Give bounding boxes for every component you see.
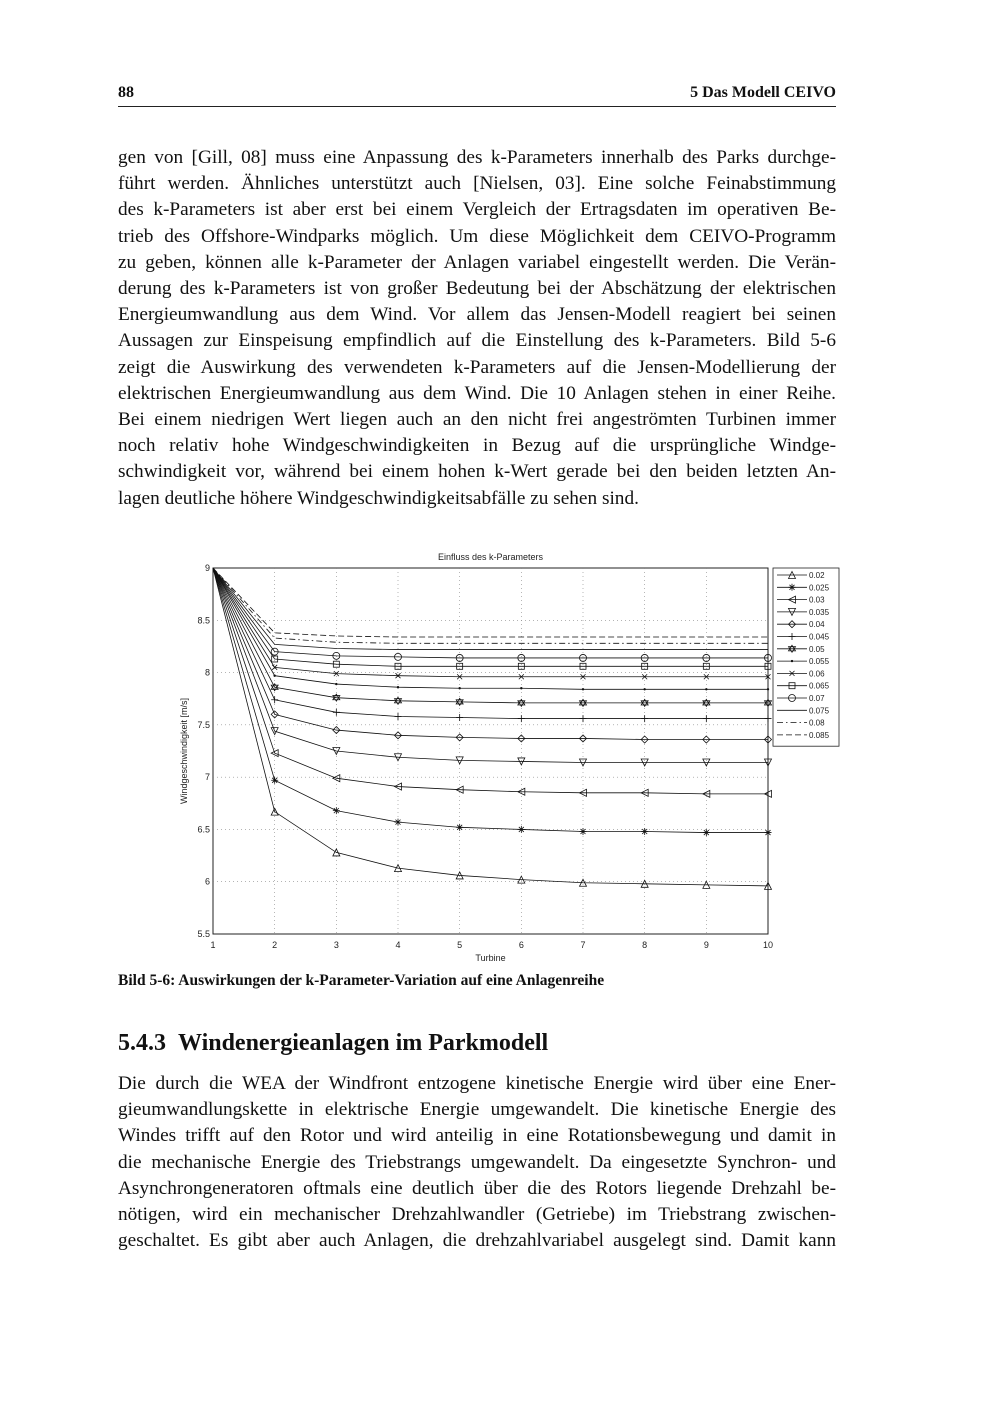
y-tick-label: 6 [204,876,210,887]
marker-point [705,688,707,690]
y-tick-label: 7 [204,772,210,783]
legend-label: 0.07 [809,694,825,703]
text-line: die mechanische Energie des Triebstrangs umgewandelt. Da eingesetzte Synchron- und [118,1151,836,1173]
marker-point [273,675,275,677]
y-axis-label: Windgeschwindigkeit [m/s] [179,697,189,805]
text-line: schwindigkeit vor, während bei einem hohen k-Wert gerade bei den beiden letzten An- [118,461,836,483]
line-chart [175,545,845,965]
legend-box [773,568,839,746]
x-tick-label: 7 [580,940,586,950]
y-tick-label: 8.5 [197,615,210,626]
x-tick-label: 4 [395,940,401,950]
x-tick-label: 2 [272,940,278,950]
text-line: noch relativ hohe Windgeschwindigkeiten in Bezug auf die ursprüngliche Windge- [118,435,836,457]
legend-label: 0.03 [809,595,825,605]
text-line: derung des k-Parameters ist von großer Bedeutung bei der Abschätzung der elektrischen [118,278,836,300]
text-line: trieb des Offshore-Windparks möglich. Um diese Möglichkeit dem CEIVO-Programm [118,225,836,247]
legend-label: 0.05 [809,644,825,654]
legend-label: 0.075 [809,706,830,716]
legend-label: 0.08 [809,718,825,728]
text-line: zeigt die Auswirkung des verwendeten k-Parameters auf die Jensen-Modellierung der [118,356,836,378]
body-paragraph-1 [118,145,836,512]
x-tick-label: 8 [642,940,648,950]
text-line: Aussagen zur Einspeisung empfindlich auf die Einstellung des k-Parameters. Bild 5-6 [118,330,836,352]
marker-star [395,819,402,826]
marker-star [641,828,648,835]
figure-caption: Bild 5-6: Auswirkungen der k-Parameter-Variation auf eine Anlagenreihe [118,972,605,989]
marker-point [458,687,460,689]
y-tick-label: 9 [204,563,210,573]
text-line: Bei einem niedrigen Wert liegen auch an den nicht frei angeströmten Turbinen immer [118,409,836,431]
marker-point [767,688,769,690]
text-line: elektrischen Energieumwandlung aus dem Wind. Die 10 Anlagen stehen in einer Reihe. [118,382,836,404]
marker-star [580,828,587,835]
text-line: lagen deutliche höhere Windgeschwindigkeitsabfälle zu sehen sind. [118,487,639,509]
marker-point [335,683,337,685]
marker-star [518,826,525,833]
plot-frame [213,568,768,934]
page-header [118,84,836,107]
legend [773,568,839,746]
text-line: gen von [Gill, 08] muss eine Anpassung des k-Parameters innerhalb des Parks durchge- [118,147,836,168]
chapter-title: 5 Das Modell CEIVO [690,84,836,101]
x-axis-label: Turbine [475,953,506,963]
page-number: 88 [118,84,134,101]
legend-label: 0.035 [809,607,830,617]
text-line: des k-Parameters ist aber erst bei einem Vergleich der Ertragsdaten im operativen Be- [118,199,836,221]
text-line: Windes trifft auf den Rotor und wird anteilig in eine Rotationsbewegung und damit in [118,1125,836,1147]
legend-label: 0.085 [809,730,830,740]
legend-label: 0.02 [809,571,825,580]
marker-point [791,660,793,662]
x-tick-label: 10 [762,940,774,950]
marker-point [520,687,522,689]
marker-star [456,824,463,831]
text-line: zu geben, können alle k-Parameter der Anlagen variabel eingestellt werden. Die Verän- [118,251,836,273]
y-tick-label: 8 [204,667,210,678]
marker-star [789,584,796,591]
x-tick-label: 3 [333,940,339,950]
text-line: führt werden. Ähnliches unterstützt auch [Nielsen, 03]. Eine solche Feinabstimmung [118,173,836,195]
x-tick-label: 5 [457,940,463,950]
body-paragraph-2 [118,1071,836,1254]
legend-label: 0.055 [809,657,830,667]
legend-label: 0.045 [809,632,830,642]
y-tick-label: 5.5 [197,929,210,939]
chart-title: Einfluss des k-Parameters [437,552,544,562]
section-number: 5.4.3 [118,1030,166,1056]
section-heading [118,1030,548,1057]
text-line: gieumwandlungskette in elektrische Energie umgewandelt. Die kinetische Energie des [118,1099,836,1121]
legend-label: 0.06 [809,669,825,679]
text-line: Energieumwandlung aus dem Wind. Vor allem das Jensen-Modell reagiert bei seinen [118,304,836,326]
text-line: Die durch die WEA der Windfront entzogene kinetische Energie wird über eine Ener- [118,1073,836,1094]
x-tick-label: 9 [703,940,709,950]
legend-label: 0.065 [809,681,830,691]
text-line: geschaltet. Es gibt aber auch Anlagen, die drehzahlvariabel ausgelegt sind. Damit kann [118,1230,836,1252]
marker-star [333,807,340,814]
marker-star [703,829,710,836]
y-tick-label: 7.5 [197,719,210,730]
figure-k-parameter-chart [175,545,845,965]
x-tick-label: 1 [210,940,216,950]
marker-star [271,777,278,784]
text-line: nötigen, wird ein mechanischer Drehzahlwandler (Getriebe) im Triebstrang zwischen- [118,1204,836,1226]
marker-star [765,829,772,836]
marker-point [643,688,645,690]
x-tick-label: 6 [518,940,524,950]
y-tick-label: 6.5 [197,824,210,835]
marker-point [397,686,399,688]
legend-label: 0.04 [809,620,825,630]
text-line: Asynchrongeneratoren oftmals eine deutlich über die des Rotors liegende Drehzahl be- [118,1177,836,1199]
marker-point [582,688,584,690]
section-title: Windenergieanlagen im Parkmodell [178,1030,549,1056]
legend-label: 0.025 [809,583,830,593]
